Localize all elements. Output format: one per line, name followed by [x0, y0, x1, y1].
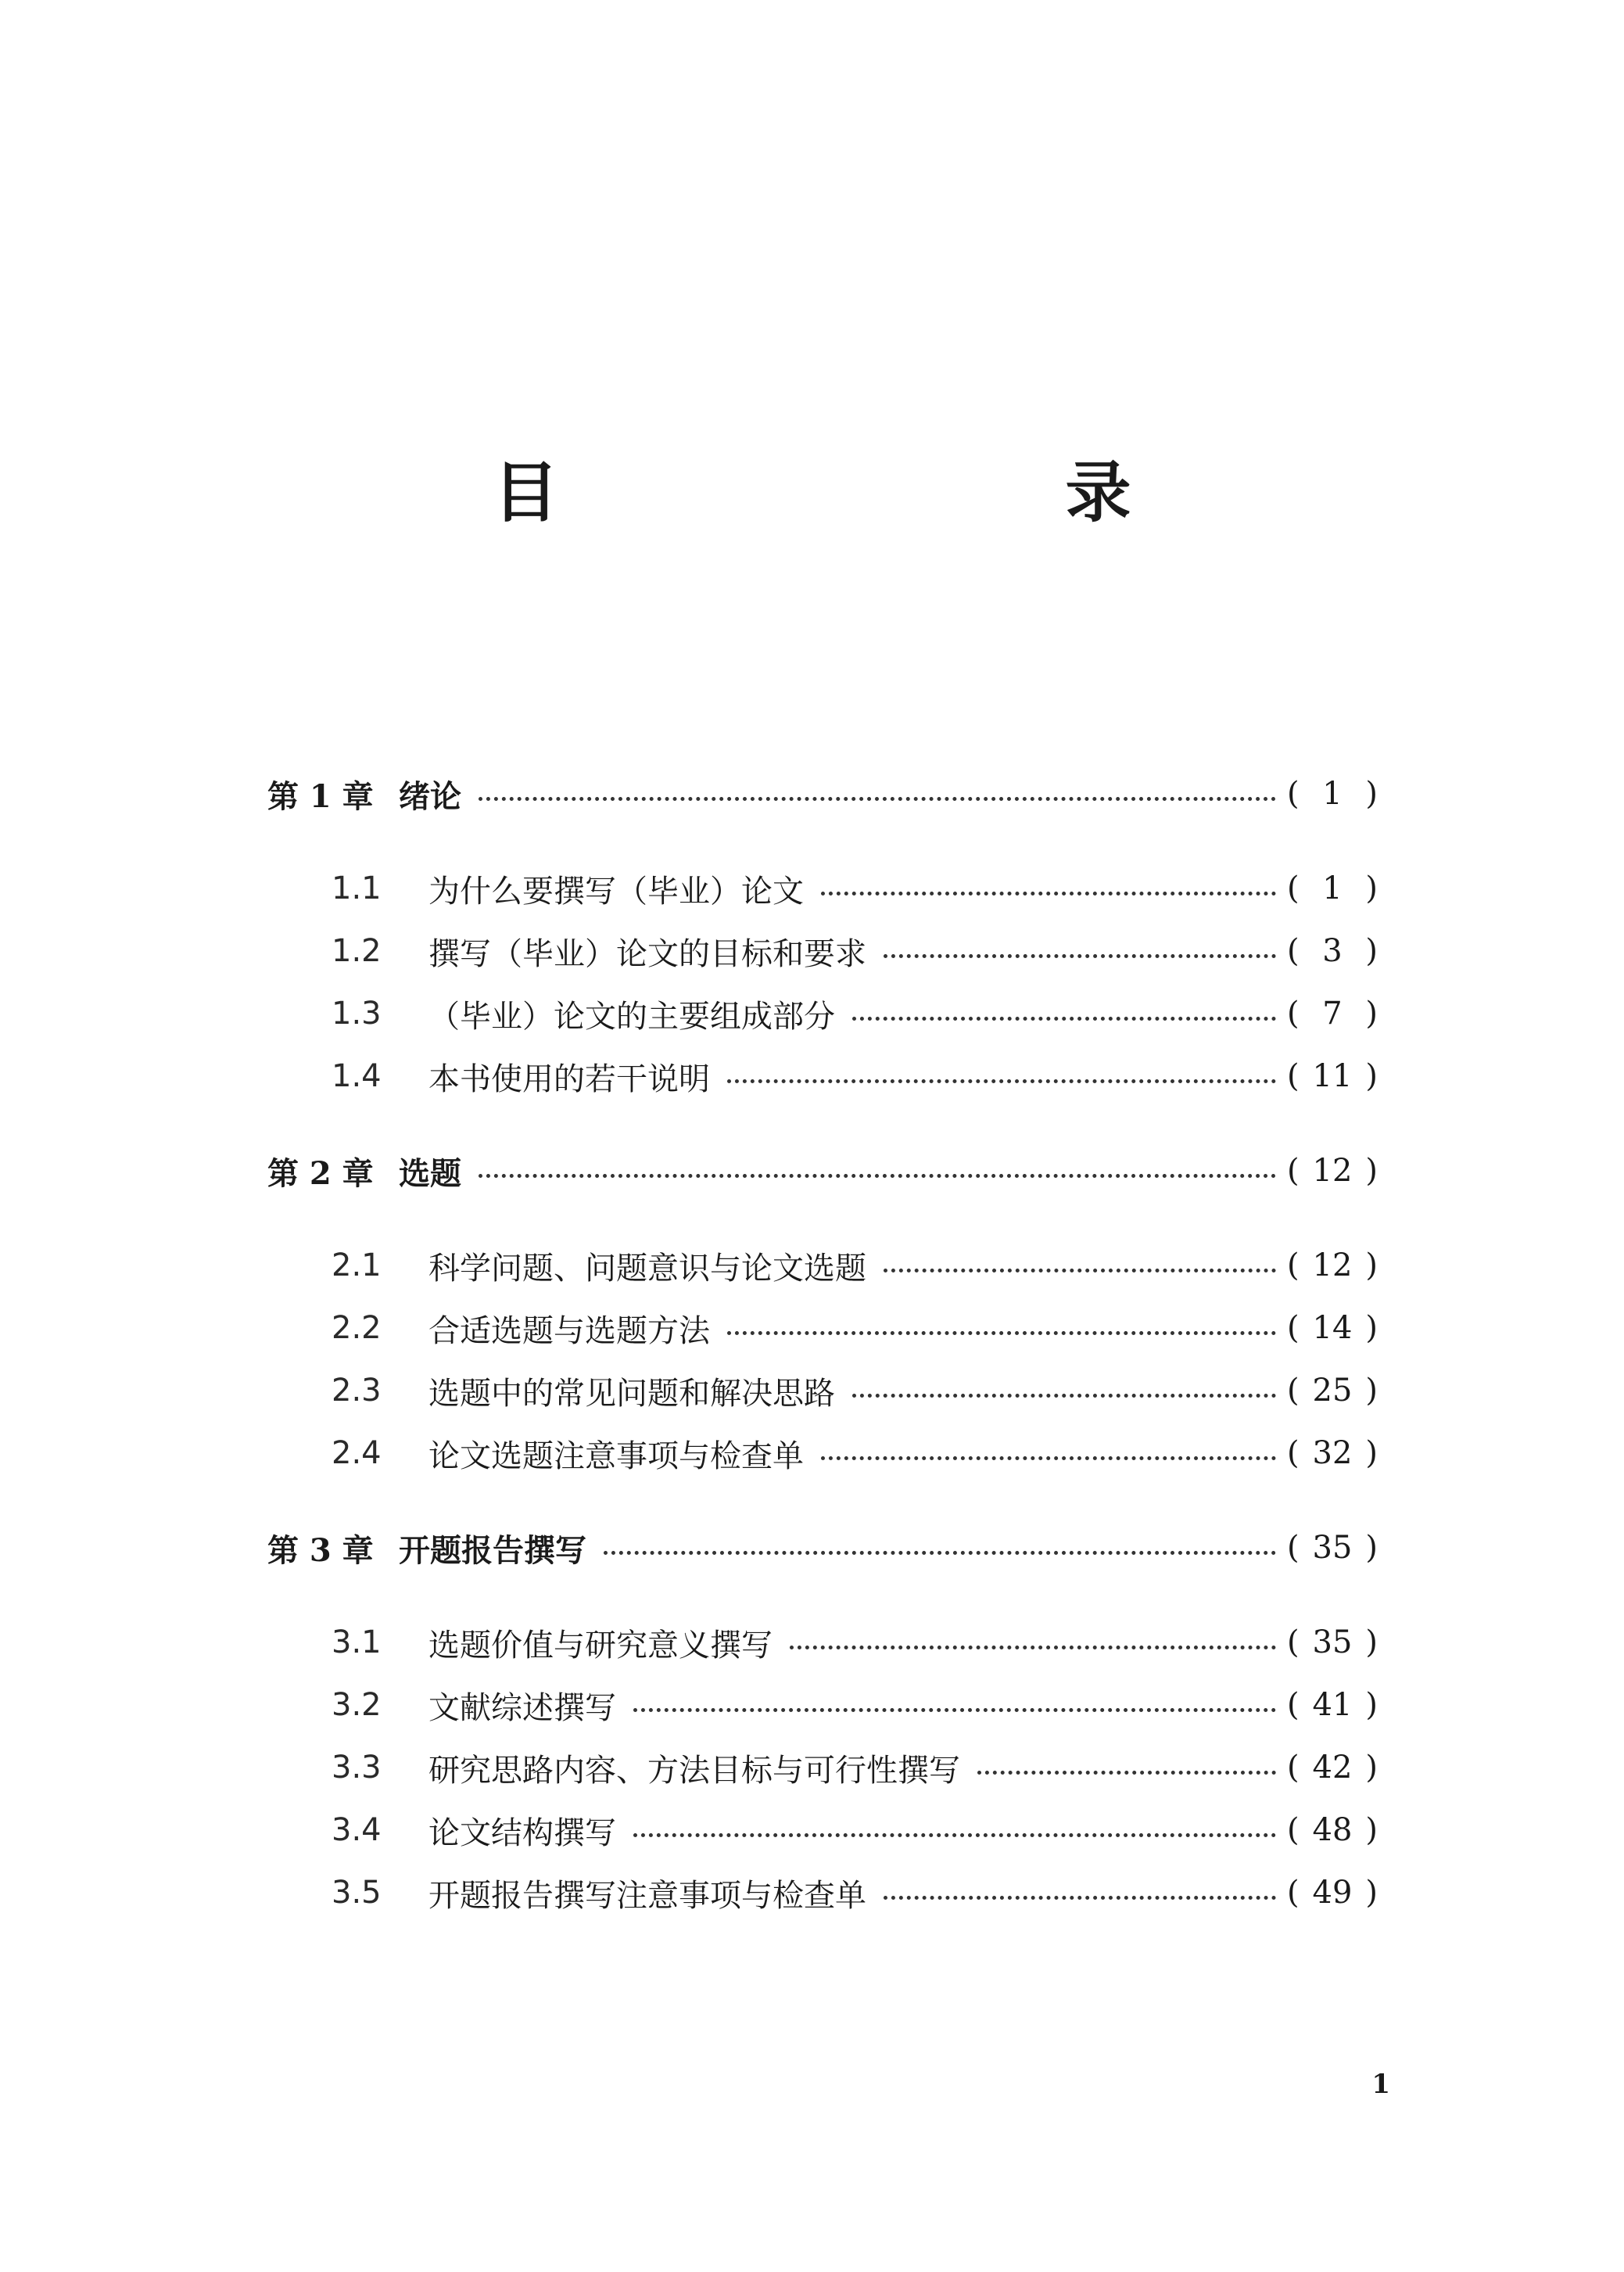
close-paren: ) [1365, 933, 1378, 969]
dot-leader [479, 797, 1276, 801]
page-number: 1 [1371, 2069, 1390, 2100]
close-paren: ) [1365, 1530, 1378, 1566]
dot-leader [727, 1079, 1276, 1083]
page-ref-number: 14 [1312, 1310, 1353, 1346]
chapter-number: 第 3 章 [267, 1531, 374, 1569]
dot-leader [821, 1456, 1276, 1460]
section-title: 论文结构撰写 [428, 1814, 616, 1851]
page-reference [1287, 996, 1378, 1032]
open-paren: ( [1287, 1624, 1300, 1660]
open-paren: ( [1287, 1687, 1300, 1723]
dot-leader [633, 1833, 1276, 1837]
close-paren: ) [1365, 776, 1378, 812]
toc-chapter-entry [267, 1147, 1378, 1194]
toc-chapter-entry [267, 770, 1378, 817]
close-paren: ) [1365, 1153, 1378, 1189]
page-ref-number: 35 [1312, 1530, 1353, 1566]
page-reference [1287, 1310, 1378, 1346]
toc-section-entry [332, 1242, 1378, 1289]
section-number: 1.1 [332, 870, 382, 906]
close-paren: ) [1365, 1875, 1378, 1911]
page-ref-number: 1 [1322, 870, 1343, 906]
open-paren: ( [1287, 1530, 1300, 1566]
page-reference [1287, 1624, 1378, 1660]
section-title: （毕业）论文的主要组成部分 [428, 998, 835, 1035]
section-title: 为什么要撰写（毕业）论文 [428, 873, 804, 910]
dot-leader [790, 1646, 1276, 1649]
chapter-title: 选题 [399, 1155, 461, 1192]
open-paren: ( [1287, 870, 1300, 906]
page-ref-number: 25 [1312, 1373, 1353, 1409]
section-number: 3.5 [332, 1875, 382, 1911]
close-paren: ) [1365, 870, 1378, 906]
toc-section-entry [332, 865, 1378, 912]
page-ref-number: 7 [1322, 996, 1343, 1032]
toc-section-entry [332, 990, 1378, 1037]
page-ref-number: 48 [1312, 1812, 1353, 1848]
close-paren: ) [1365, 996, 1378, 1032]
toc-section-entry [332, 1367, 1378, 1414]
close-paren: ) [1365, 1435, 1378, 1471]
page-reference [1287, 1875, 1378, 1911]
close-paren: ) [1365, 1373, 1378, 1409]
toc-section-entry [332, 1744, 1378, 1791]
open-paren: ( [1287, 1373, 1300, 1409]
section-number: 2.2 [332, 1310, 382, 1346]
page-ref-number: 32 [1312, 1435, 1353, 1471]
page-reference [1287, 933, 1378, 969]
page-reference [1287, 1530, 1378, 1566]
section-number: 1.3 [332, 996, 382, 1032]
page-reference [1287, 1247, 1378, 1283]
section-title: 选题中的常见问题和解决思路 [428, 1375, 835, 1412]
open-paren: ( [1287, 1153, 1300, 1189]
open-paren: ( [1287, 1058, 1300, 1094]
page-reference [1287, 1750, 1378, 1786]
dot-leader [977, 1771, 1276, 1775]
toc-section-entry [332, 1869, 1378, 1916]
toc-section-entry [332, 1053, 1378, 1100]
close-paren: ) [1365, 1687, 1378, 1723]
close-paren: ) [1365, 1812, 1378, 1848]
page-reference [1287, 1435, 1378, 1471]
open-paren: ( [1287, 996, 1300, 1032]
open-paren: ( [1287, 1875, 1300, 1911]
dot-leader [727, 1331, 1276, 1335]
page-reference [1287, 1153, 1378, 1189]
section-title: 科学问题、问题意识与论文选题 [428, 1250, 866, 1287]
toc-section-entry [332, 1807, 1378, 1854]
section-title: 论文选题注意事项与检查单 [428, 1437, 804, 1474]
chapter-number: 第 1 章 [267, 777, 374, 815]
open-paren: ( [1287, 1435, 1300, 1471]
dot-leader [852, 1017, 1276, 1021]
page-reference [1287, 1373, 1378, 1409]
page-ref-number: 12 [1312, 1247, 1353, 1283]
section-number: 2.1 [332, 1247, 382, 1283]
close-paren: ) [1365, 1058, 1378, 1094]
page-reference [1287, 1812, 1378, 1848]
section-number: 3.3 [332, 1750, 382, 1786]
toc-section-entry [332, 928, 1378, 974]
toc-section-entry [332, 1682, 1378, 1728]
page-ref-number: 35 [1312, 1624, 1353, 1660]
section-number: 3.4 [332, 1812, 382, 1848]
page-reference [1287, 776, 1378, 812]
toc-section-entry [332, 1305, 1378, 1351]
page-ref-number: 12 [1312, 1153, 1353, 1189]
open-paren: ( [1287, 1247, 1300, 1283]
section-number: 3.2 [332, 1687, 382, 1723]
page-reference [1287, 1058, 1378, 1094]
page-title: 目 录 [493, 454, 1257, 531]
dot-leader [821, 892, 1276, 896]
section-title: 合适选题与选题方法 [428, 1312, 710, 1349]
chapter-number: 第 2 章 [267, 1154, 374, 1192]
section-title: 撰写（毕业）论文的目标和要求 [428, 935, 866, 972]
toc-section-entry [332, 1430, 1378, 1477]
section-number: 1.2 [332, 933, 382, 969]
section-title: 文献综述撰写 [428, 1689, 616, 1726]
section-number: 1.4 [332, 1058, 382, 1094]
section-title: 本书使用的若干说明 [428, 1061, 710, 1097]
open-paren: ( [1287, 933, 1300, 969]
dot-leader [884, 1896, 1276, 1900]
page-ref-number: 42 [1312, 1750, 1353, 1786]
toc-section-entry [332, 1619, 1378, 1666]
chapter-title: 绪论 [399, 778, 461, 815]
dot-leader [884, 1269, 1276, 1272]
toc-chapter-entry [267, 1524, 1378, 1571]
close-paren: ) [1365, 1247, 1378, 1283]
open-paren: ( [1287, 776, 1300, 812]
section-title: 选题价值与研究意义撰写 [428, 1627, 773, 1664]
dot-leader [604, 1551, 1276, 1555]
dot-leader [633, 1708, 1276, 1712]
page-ref-number: 11 [1312, 1058, 1353, 1094]
section-number: 2.4 [332, 1435, 382, 1471]
open-paren: ( [1287, 1310, 1300, 1346]
section-title: 研究思路内容、方法目标与可行性撰写 [428, 1752, 960, 1789]
open-paren: ( [1287, 1750, 1300, 1786]
dot-leader [884, 954, 1276, 958]
open-paren: ( [1287, 1812, 1300, 1848]
close-paren: ) [1365, 1310, 1378, 1346]
dot-leader [852, 1394, 1276, 1398]
page-ref-number: 49 [1312, 1875, 1353, 1911]
section-number: 3.1 [332, 1624, 382, 1660]
dot-leader [479, 1174, 1276, 1178]
page-ref-number: 3 [1322, 933, 1343, 969]
page-reference [1287, 1687, 1378, 1723]
page-ref-number: 41 [1312, 1687, 1353, 1723]
page-reference [1287, 870, 1378, 906]
close-paren: ) [1365, 1750, 1378, 1786]
chapter-title: 开题报告撰写 [399, 1532, 586, 1569]
section-number: 2.3 [332, 1373, 382, 1409]
close-paren: ) [1365, 1624, 1378, 1660]
section-title: 开题报告撰写注意事项与检查单 [428, 1877, 866, 1914]
page-ref-number: 1 [1322, 776, 1343, 812]
